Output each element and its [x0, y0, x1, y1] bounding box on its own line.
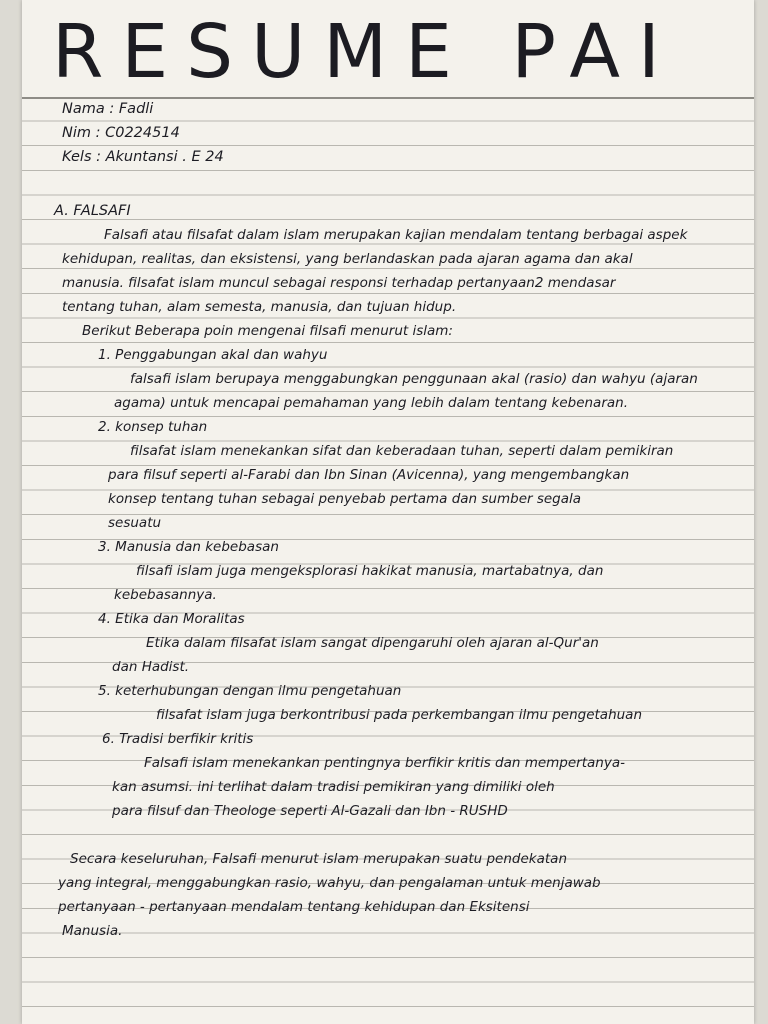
- point-text: filsafat islam menekankan sifat dan keberadaan tuhan, seperti dalam pemikiran: [130, 443, 674, 459]
- point-text: sesuatu: [108, 515, 162, 531]
- point-heading: 2. konsep tuhan: [98, 419, 208, 435]
- point-text: kebebasannya.: [114, 587, 217, 603]
- intro-line: manusia. filsafat islam muncul sebagai responsi terhadap pertanyaan2 mendasar: [62, 275, 616, 291]
- identity-nim: Nim : C0224514: [62, 125, 180, 141]
- conclusion-line: Manusia.: [62, 923, 123, 939]
- point-text: para filsuf seperti al-Farabi dan Ibn Sinan (Avicenna), yang mengembangkan: [108, 467, 630, 483]
- identity-nama: Nama : Fadli: [62, 101, 154, 117]
- point-text: Etika dalam filsafat islam sangat dipengaruhi oleh ajaran al-Qur'an: [146, 635, 599, 651]
- point-heading: 3. Manusia dan kebebasan: [98, 539, 279, 555]
- intro-line: Berikut Beberapa poin mengenai filsafi menurut islam:: [82, 323, 453, 339]
- point-heading: 1. Penggabungan akal dan wahyu: [98, 347, 328, 363]
- identity-kelas: Kels : Akuntansi . E 24: [62, 149, 224, 165]
- point-text: konsep tentang tuhan sebagai penyebab pertama dan sumber segala: [108, 491, 582, 507]
- conclusion-line: pertanyaan - pertanyaan mendalam tentang kehidupan dan Eksitensi: [58, 899, 530, 915]
- point-text: dan Hadist.: [112, 659, 190, 675]
- point-text: falsafi islam berupaya menggabungkan penggunaan akal (rasio) dan wahyu (ajaran: [130, 371, 698, 387]
- point-text: filsafi islam juga mengeksplorasi hakikat manusia, martabatnya, dan: [136, 563, 604, 579]
- conclusion-line: yang integral, menggabungkan rasio, wahyu, dan pengalaman untuk menjawab: [58, 875, 601, 891]
- intro-line: tentang tuhan, alam semesta, manusia, dan tujuan hidup.: [62, 299, 457, 315]
- point-heading: 4. Etika dan Moralitas: [98, 611, 245, 627]
- point-text: para filsuf dan Theologe seperti Al-Gazali dan Ibn - RUSHD: [112, 803, 508, 819]
- intro-line: Falsafi atau filsafat dalam islam merupakan kajian mendalam tentang berbagai aspek: [104, 227, 688, 243]
- page-title: RESUME PAI: [52, 9, 678, 95]
- point-text: filsafat islam juga berkontribusi pada perkembangan ilmu pengetahuan: [156, 707, 643, 723]
- point-heading: 5. keterhubungan dengan ilmu pengetahuan: [98, 683, 402, 699]
- point-text: agama) untuk mencapai pemahaman yang lebih dalam tentang kebenaran.: [114, 395, 629, 411]
- conclusion-line: Secara keseluruhan, Falsafi menurut islam merupakan suatu pendekatan: [70, 851, 568, 867]
- section-heading: A. FALSAFI: [54, 203, 131, 219]
- point-heading: 6. Tradisi berfikir kritis: [102, 731, 254, 747]
- point-text: Falsafi islam menekankan pentingnya berfikir kritis dan mempertanya-: [144, 755, 625, 771]
- notebook-page: [22, 0, 754, 1024]
- intro-line: kehidupan, realitas, dan eksistensi, yang berlandaskan pada ajaran agama dan akal: [62, 251, 633, 267]
- point-text: kan asumsi. ini terlihat dalam tradisi pemikiran yang dimiliki oleh: [112, 779, 555, 795]
